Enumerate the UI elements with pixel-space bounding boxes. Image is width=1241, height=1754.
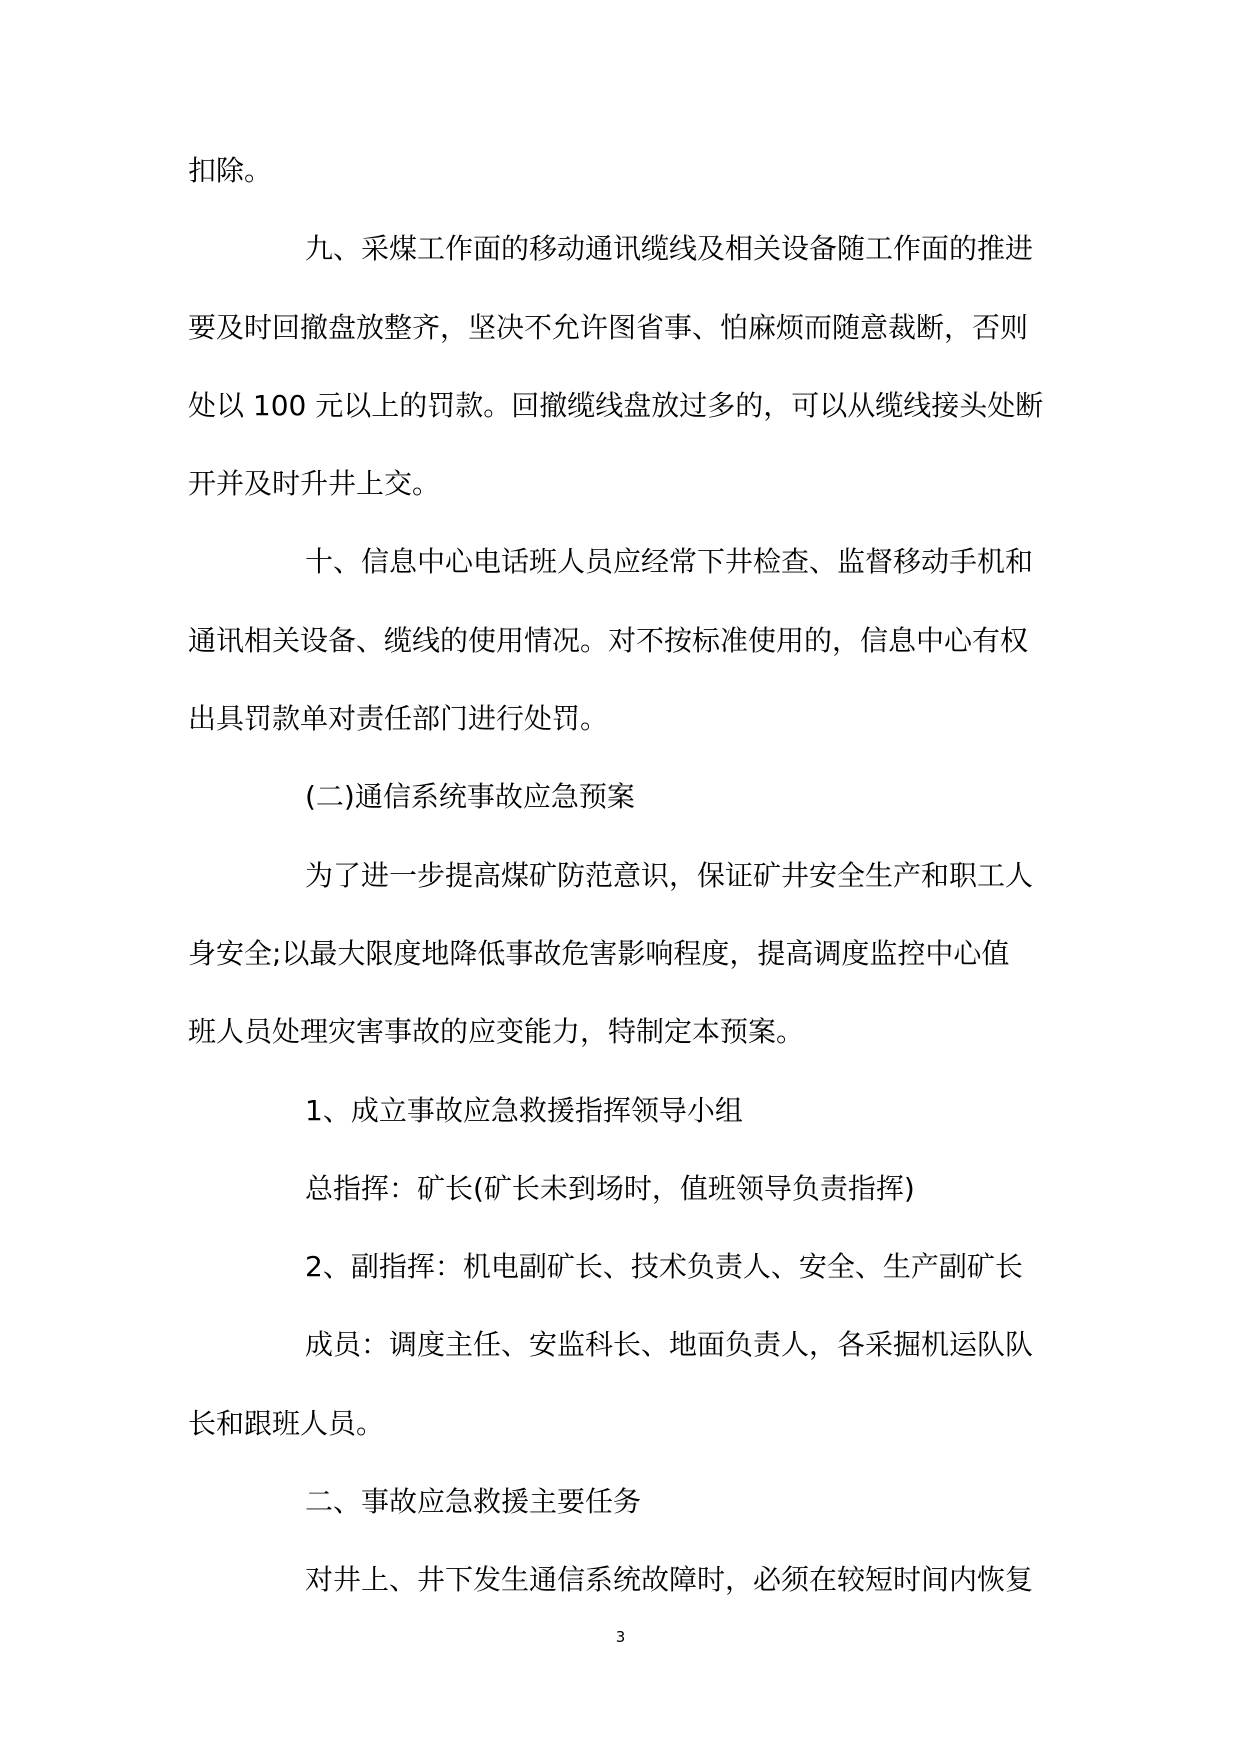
body-text xyxy=(188,132,1054,1620)
text-line: 对井上、井下发生通信系统故障时，必须在较短时间内恢复 xyxy=(305,1563,1034,1597)
text-line: 通讯相关设备、缆线的使用情况。对不按标准使用的，信息中心有权 xyxy=(188,623,1029,657)
text-line: 总指挥：矿长(矿长未到场时，值班领导负责指挥) xyxy=(305,1171,915,1205)
text-line: 要及时回撤盘放整齐，坚决不允许图省事、怕麻烦而随意裁断，否则 xyxy=(188,310,1029,344)
text-line: 成员：调度主任、安监科长、地面负责人，各采掘机运队队 xyxy=(305,1328,1034,1362)
text-line: 2、副指挥：机电副矿长、技术负责人、安全、生产副矿长 xyxy=(305,1250,1023,1284)
text-line: 扣除。 xyxy=(188,154,273,187)
text-line: 十、信息中心电话班人员应经常下井检查、监督移动手机和 xyxy=(305,545,1034,579)
text-line: 开并及时升井上交。 xyxy=(188,467,441,501)
text-line: (二)通信系统事故应急预案 xyxy=(305,780,635,814)
text-line: 出具罚款单对责任部门进行处罚。 xyxy=(188,702,609,736)
text-line: 身安全;以最大限度地降低事故危害影响程度，提高调度监控中心值 xyxy=(188,936,1010,970)
text-line: 为了进一步提高煤矿防范意识，保证矿井安全生产和职工人 xyxy=(305,858,1034,892)
text-line: 班人员处理灾害事故的应变能力，特制定本预案。 xyxy=(188,1015,805,1049)
text-line: 1、成立事故应急救援指挥领导小组 xyxy=(305,1093,743,1127)
text-line: 二、事故应急救援主要任务 xyxy=(305,1485,642,1519)
text-line: 处以 100 元以上的罚款。回撤缆线盘放过多的，可以从缆线接头处断 xyxy=(188,388,1044,422)
text-line: 长和跟班人员。 xyxy=(188,1406,385,1440)
page-number: 3 xyxy=(615,1628,626,1646)
text-line: 九、采煤工作面的移动通讯缆线及相关设备随工作面的推进 xyxy=(305,232,1034,266)
